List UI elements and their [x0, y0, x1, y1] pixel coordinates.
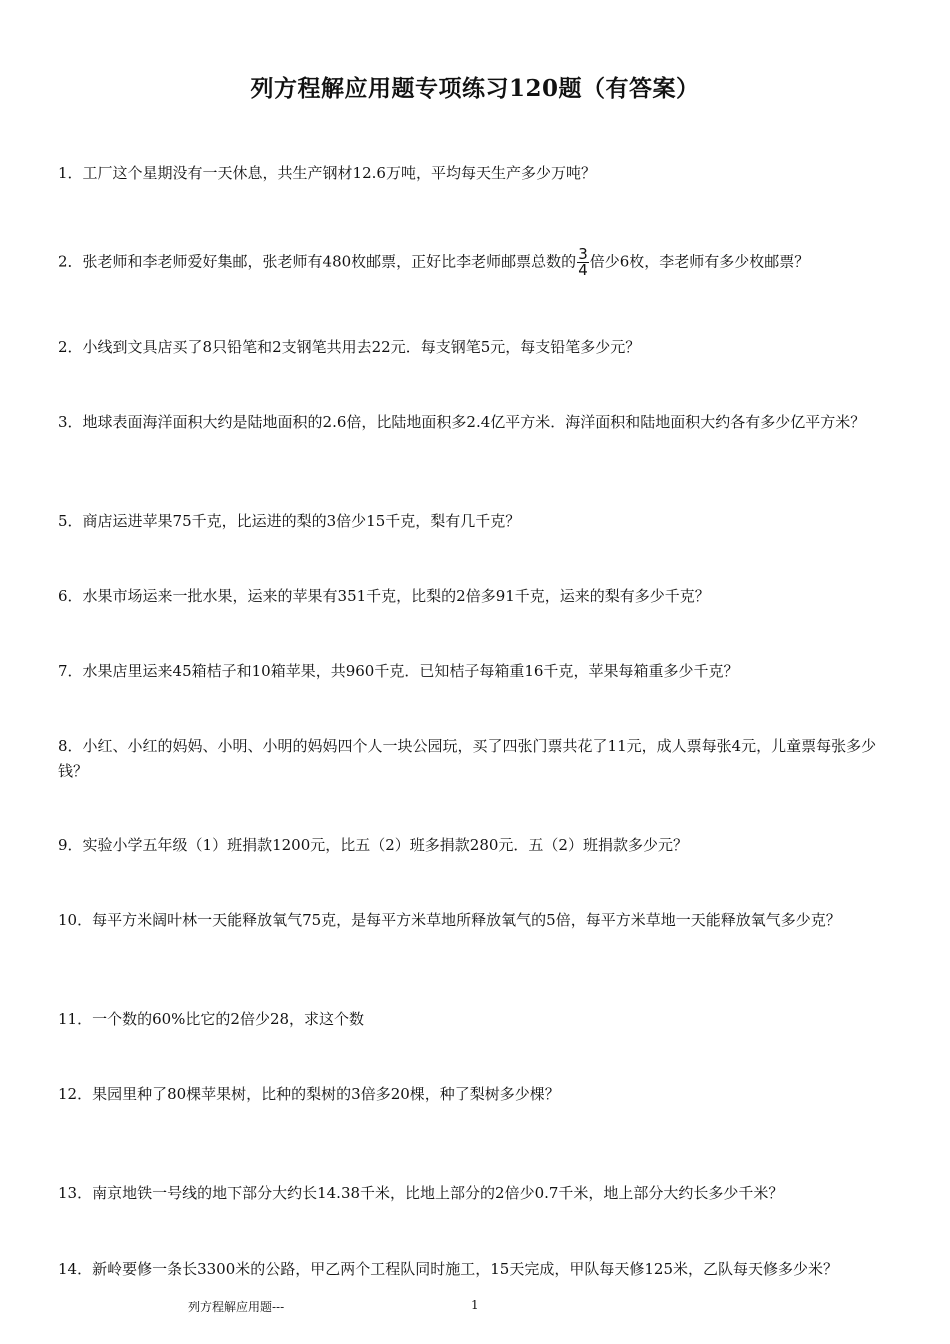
- fraction-denominator: 4: [578, 261, 588, 279]
- question-12: 12．果园里种了80棵苹果树，比种的梨树的3倍多20棵，种了梨树多少棵？: [58, 1085, 560, 1103]
- question-14: 14．新岭要修一条长3300米的公路，甲乙两个工程队同时施工，15天完成，甲队每天修125米，乙队每天修多少米？: [58, 1260, 838, 1278]
- fraction: [577, 247, 589, 278]
- question-2: [58, 247, 898, 278]
- question-9: 9．实验小学五年级（1）班捐款1200元，比五（2）班多捐款280元．五（2）班捐款多少元？: [58, 836, 688, 854]
- page-number: 1: [471, 1298, 479, 1312]
- question-13: 13．南京地铁一号线的地下部分大约长14.38千米，比地上部分的2倍少0.7千米，地上部分大约长多少千米？: [58, 1184, 784, 1202]
- question-10: 10．每平方米阔叶林一天能释放氧气75克，是每平方米草地所释放氧气的5倍，每平方米草地一天能释放氧气多少克？: [58, 911, 841, 929]
- footer-text: 列方程解应用题---: [188, 1300, 285, 1314]
- question-2-after: 倍少6枚，李老师有多少枚邮票？: [589, 252, 810, 271]
- question-6: 6．水果市场运来一批水果，运来的苹果有351千克，比梨的2倍多91千克，运来的梨有多少千克？: [58, 587, 710, 605]
- question-2b: 2．小线到文具店买了8只铅笔和2支钢笔共用去22元．每支钢笔5元，每支铅笔多少元？: [58, 338, 641, 356]
- question-8: 8．小红、小红的妈妈、小明、小明的妈妈四个人一块公园玩，买了四张门票共花了11元，成人票每张4元，儿童票每张多少钱？: [58, 737, 877, 780]
- page-title: 列方程解应用题专项练习120题（有答案）: [250, 75, 700, 102]
- question-5: 5．商店运进苹果75千克，比运进的梨的3倍少15千克，梨有几千克？: [58, 512, 521, 530]
- question-2-before: 2．张老师和李老师爱好集邮，张老师有480枚邮票，正好比李老师邮票总数的: [58, 252, 577, 271]
- question-3: 3．地球表面海洋面积大约是陆地面积的2.6倍，比陆地面积多2.4亿平方米．海洋面积和陆地面积大约各有多少亿平方米？: [58, 413, 866, 431]
- question-11: 11．一个数的60%比它的2倍少28，求这个数: [58, 1010, 365, 1028]
- fraction-numerator: 3: [578, 245, 588, 263]
- question-1: 1．工厂这个星期没有一天休息，共生产钢材12.6万吨，平均每天生产多少万吨？: [58, 164, 596, 182]
- question-7: 7．水果店里运来45箱桔子和10箱苹果，共960千克．已知桔子每箱重16千克，苹果每箱重多少千克？: [58, 662, 739, 680]
